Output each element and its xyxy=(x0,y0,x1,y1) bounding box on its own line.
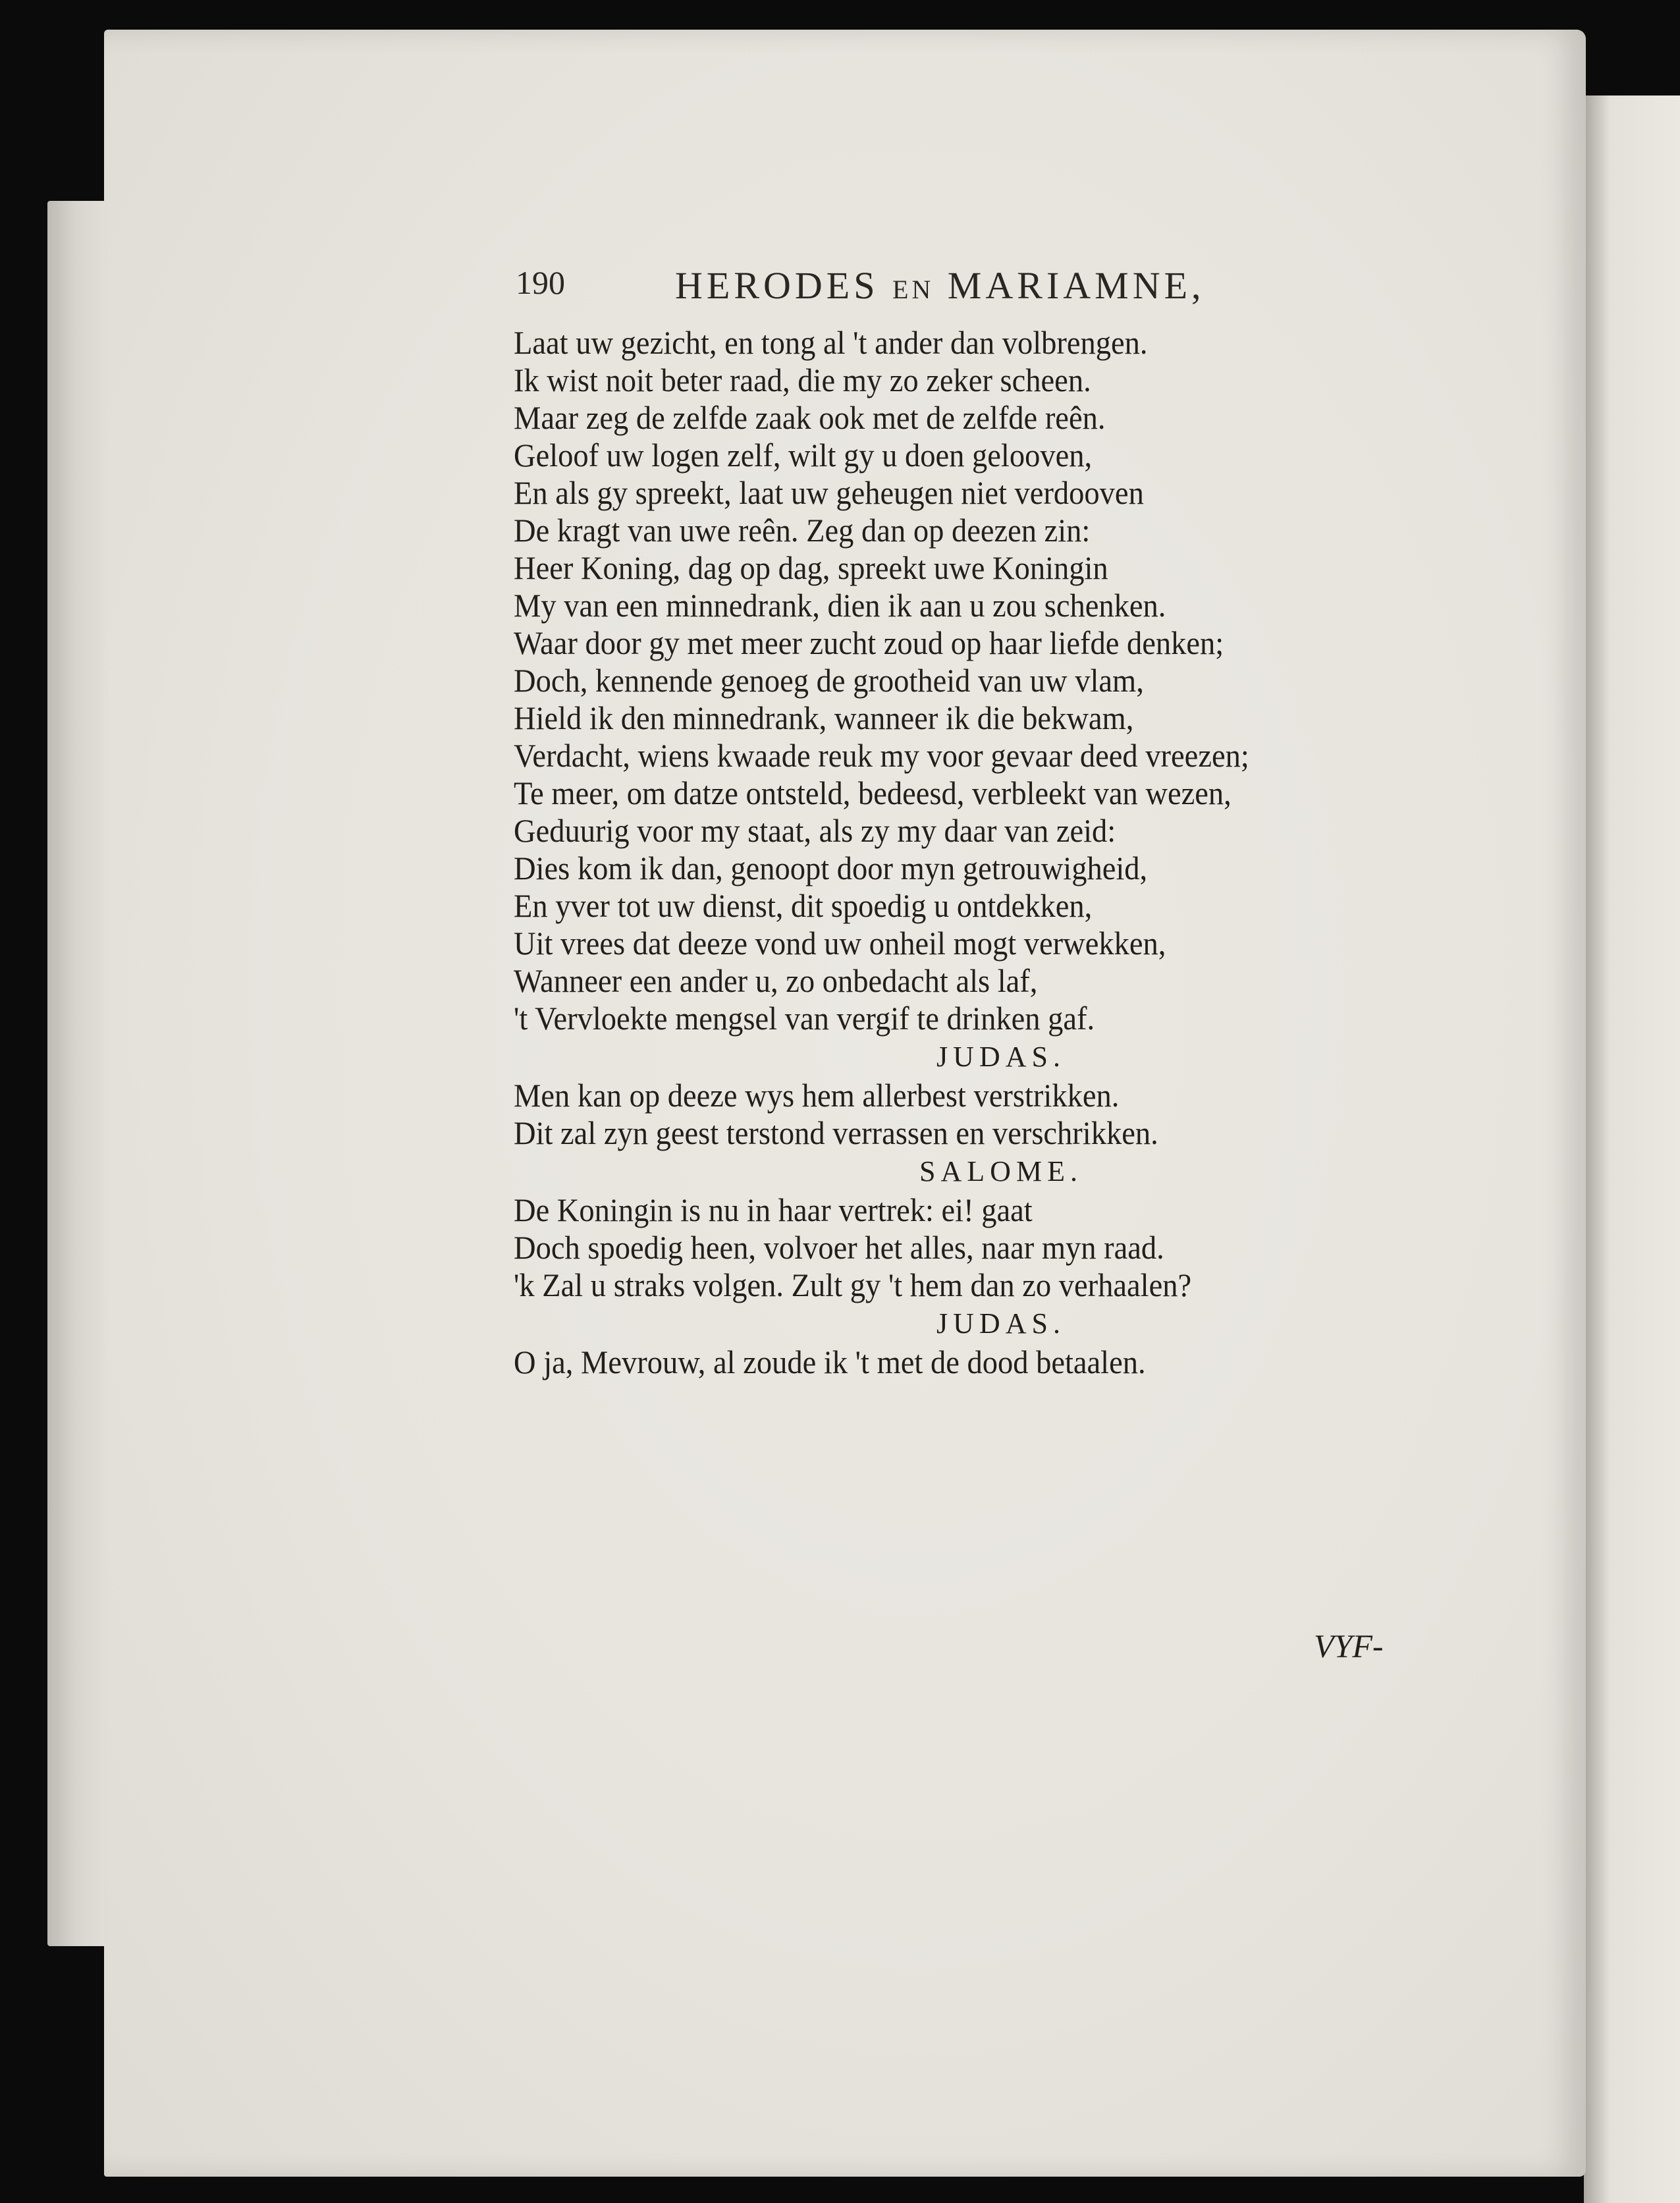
verse-line: Dies kom ik dan, genoopt door myn getrouwigheid, xyxy=(514,850,1148,886)
verse-line: Geduurig voor my staat, als zy my daar van zeid: xyxy=(514,812,1116,849)
title-word: MARIAMNE, xyxy=(947,264,1205,307)
verse-line: Doch, kennende genoeg de grootheid van uw vlam, xyxy=(514,662,1144,699)
verse-line: Doch spoedig heen, volvoer het alles, naar myn raad. xyxy=(514,1229,1164,1266)
verse-line: En yver tot uw dienst, dit spoedig u ontdekken, xyxy=(514,887,1093,924)
verse-line: My van een minnedrank, dien ik aan u zou schenken. xyxy=(514,587,1166,624)
catchword: VYF- xyxy=(1314,1627,1384,1664)
verse-line: Laat uw gezicht, en tong al 't ander dan volbrengen. xyxy=(514,324,1148,361)
verse-line: Geloof uw logen zelf, wilt gy u doen gelooven, xyxy=(514,437,1093,474)
speaker-name: JUDAS. xyxy=(936,1307,1066,1340)
play-text xyxy=(514,324,1436,1381)
verse-line: Ik wist noit beter raad, die my zo zeker scheen. xyxy=(514,362,1091,398)
speaker-name: SALOME. xyxy=(919,1155,1083,1187)
running-head xyxy=(516,263,1306,310)
verse-line: Maar zeg de zelfde zaak ook met de zelfde reên. xyxy=(514,399,1106,436)
verse-line: Hield ik den minnedrank, wanneer ik die bekwam, xyxy=(514,699,1134,736)
verse-line: O ja, Mevrouw, al zoude ik 't met de dood betaalen. xyxy=(514,1344,1146,1380)
verse-line: Wanneer een ander u, zo onbedacht als laf, xyxy=(514,962,1038,999)
verse-line: 't Vervloekte mengsel van vergif te drinken gaf. xyxy=(514,1000,1095,1037)
verse-line: De Koningin is nu in haar vertrek: ei! gaat xyxy=(514,1191,1033,1228)
facing-page-edge xyxy=(1584,95,1680,2203)
verse-line: Waar door gy met meer zucht zoud op haar liefde denken; xyxy=(514,624,1224,661)
verse-line: Uit vrees dat deeze vond uw onheil mogt verwekken, xyxy=(514,925,1166,962)
verse-line: Verdacht, wiens kwaade reuk my voor gevaar deed vreezen; xyxy=(514,737,1249,774)
verse-line: 'k Zal u straks volgen. Zult gy 't hem dan zo verhaalen? xyxy=(514,1266,1192,1303)
verse-line: Te meer, om datze ontsteld, bedeesd, verbleekt van wezen, xyxy=(514,775,1232,811)
title-word: EN xyxy=(892,275,935,304)
verse-line: Heer Koning, dag op dag, spreekt uwe Koningin xyxy=(514,549,1108,586)
running-title xyxy=(675,263,1205,308)
verse-line: Dit zal zyn geest terstond verrassen en verschrikken. xyxy=(514,1114,1158,1151)
verse-line: Men kan op deeze wys hem allerbest verstrikken. xyxy=(514,1077,1120,1114)
speaker-name: JUDAS. xyxy=(936,1041,1066,1073)
title-word: HERODES xyxy=(675,264,879,307)
verse-line: En als gy spreekt, laat uw geheugen niet verdooven xyxy=(514,474,1144,511)
verse-line: De kragt van uwe reên. Zeg dan op deezen zin: xyxy=(514,512,1091,549)
page-number: 190 xyxy=(516,264,565,301)
